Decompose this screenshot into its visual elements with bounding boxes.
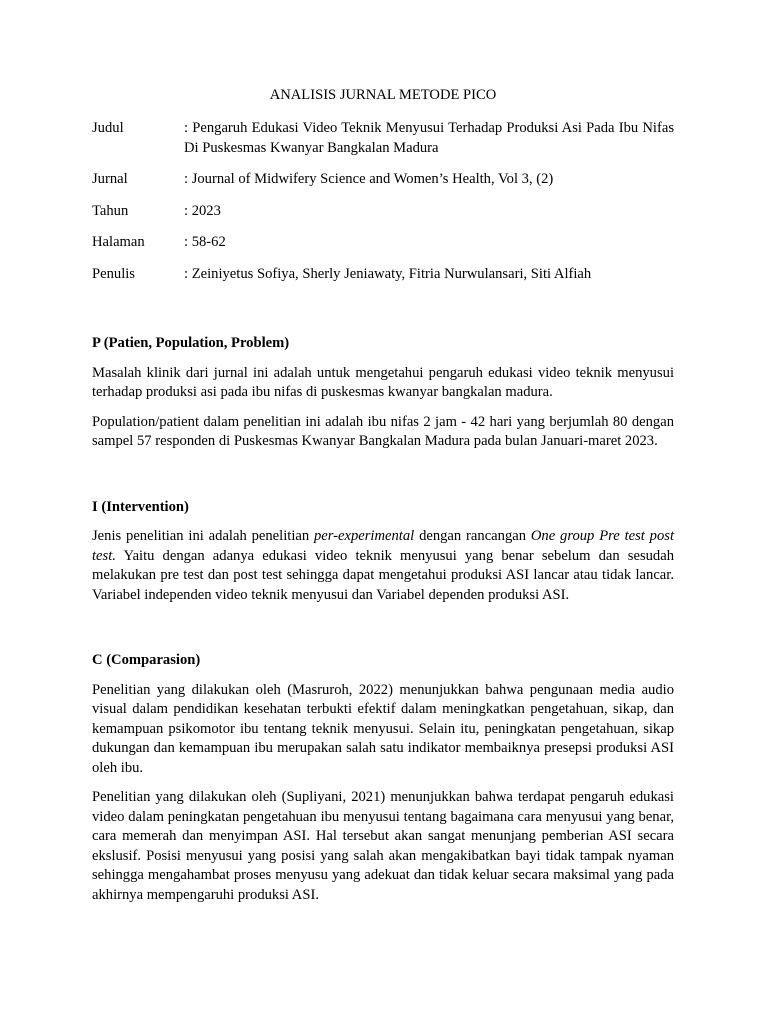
text-run: Jenis penelitian ini adalah penelitian: [92, 528, 314, 544]
meta-label: Halaman: [92, 234, 145, 250]
paragraph: Penelitian yang dilakukan oleh (Supliyani, 2021) menunjukkan bahwa terdapat pengaruh edukasi video dalam peningkatan pengetahuan ibu menyusui tentang bagaimana cara menyusui yang benar, cara memerah dan menyimpan ASI. Hal tersebut akan sangat menunjang pemberian ASI secara ekslusif. Posisi menyusui yang posisi yang salah akan mengakibatkan bayi tidak tampak nyaman sehingga mengahambat proses menyusu yang adekuat dan tidak keluar secara maksimal yang pada akhirnya mempengaruhi produksi ASI.: [92, 789, 674, 903]
paragraph: Masalah klinik dari jurnal ini adalah untuk mengetahui pengaruh edukasi video teknik menyusui terhadap produksi asi pada ibu nifas di puskesmas kwanyar bangkalan madura.: [92, 364, 674, 400]
document-title: ANALISIS JURNAL METODE PICO: [269, 87, 497, 103]
meta-label: Penulis: [92, 265, 135, 282]
section-heading-p: P (Patien, Population, Problem): [92, 335, 290, 351]
document-page: [92, 86, 674, 905]
meta-label: Jurnal: [92, 171, 128, 187]
meta-row-judul: [92, 119, 674, 158]
meta-row-jurnal: [92, 170, 674, 190]
text-run: Yaitu dengan adanya edukasi video teknik menyusui yang benar sebelum dan sesudah melakukan pre test dan post test sehingga dapat mengetahui produksi ASI lancar atau tidak lancar. Variabel independen video teknik menyusui dan Variabel dependen produksi ASI.: [92, 547, 674, 603]
text-run: dengan rancangan: [414, 528, 531, 544]
meta-value: : 2023: [184, 202, 221, 219]
paragraph: Penelitian yang dilakukan oleh (Masruroh, 2022) menunjukkan bahwa pengunaan media audio visual dalam pendidikan kesehatan terbukti efektif dalam meningkatkan pengetahuan, sikap, dan kemampuan psikomotor ibu tentang teknik menyusui. Selain itu, peningkatan pengetahuan, sikap dukungan dan kemampuan ibu merupakan salah satu indikator membaiknya presepsi produksi ASI oleh ibu.: [92, 681, 674, 776]
paragraph: [92, 527, 674, 605]
meta-row-halaman: [92, 233, 674, 253]
paragraph: Population/patient dalam penelitian ini adalah ibu nifas 2 jam - 42 hari yang berjumlah 80 dengan sampel 57 responden di Puskesmas Kwanyar Bangkalan Madura pada bulan Januari-maret 2023.: [92, 413, 674, 449]
italic-term: One group Pre test post test.: [92, 528, 675, 564]
meta-row-tahun: [92, 202, 674, 222]
meta-value: : Pengaruh Edukasi Video Teknik Menyusui Terhadap Produksi Asi Pada Ibu Nifas Di Puskesmas Kwanyar Bangkalan Madura: [184, 120, 674, 156]
meta-row-penulis: [92, 265, 674, 285]
meta-value: : Zeiniyetus Sofiya, Sherly Jeniawaty, Fitria Nurwulansari, Siti Alfiah: [184, 265, 592, 282]
meta-value: : Journal of Midwifery Science and Women’s Health, Vol 3, (2): [184, 171, 554, 187]
meta-value: : 58-62: [184, 234, 226, 250]
italic-term: per-experimental: [314, 528, 415, 544]
section-heading-i: I (Intervention): [92, 498, 189, 515]
section-heading-c: C (Comparasion): [92, 652, 201, 668]
meta-label: Tahun: [92, 202, 129, 219]
meta-label: Judul: [92, 120, 124, 136]
